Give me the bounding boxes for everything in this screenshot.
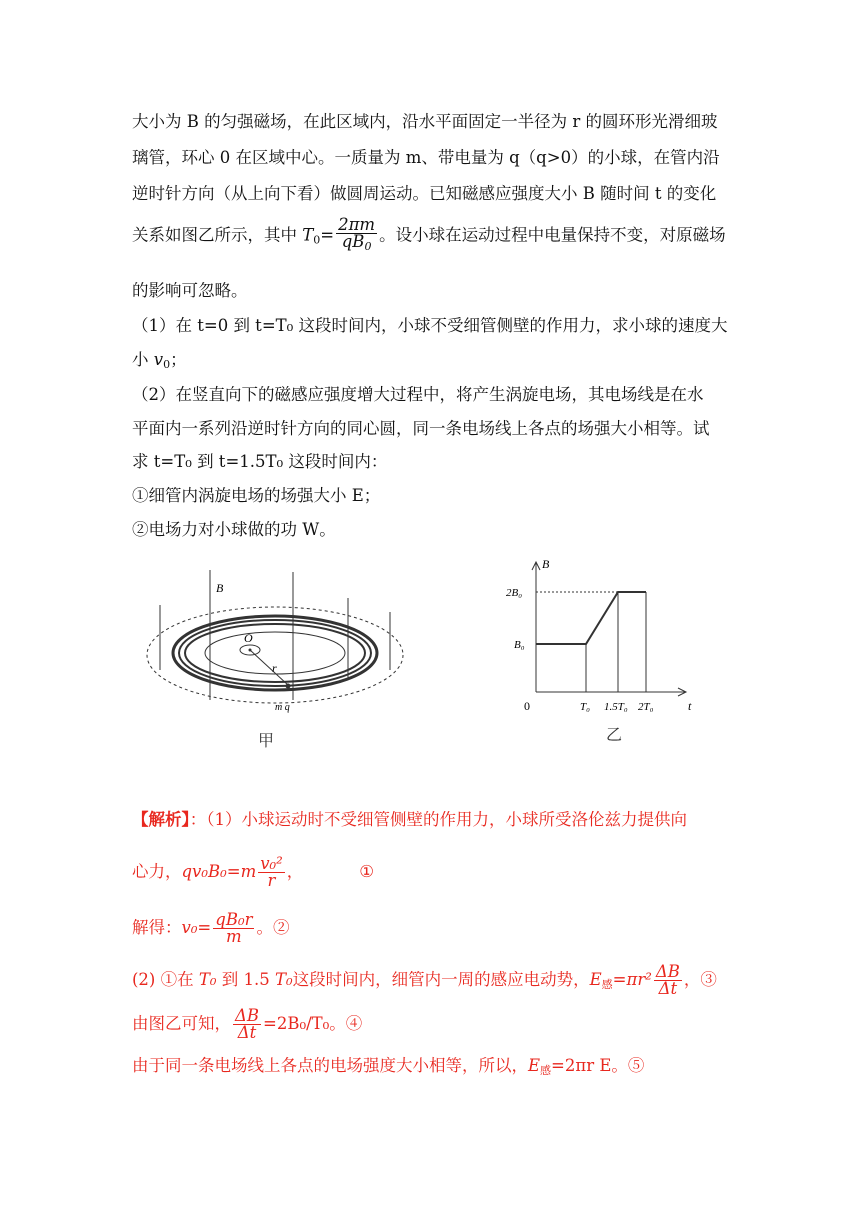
text-fragment: 由图乙可知，	[132, 1014, 231, 1033]
caption-yi: 乙	[606, 725, 623, 744]
fraction	[258, 856, 285, 889]
fraction-denominator: r	[267, 871, 276, 890]
solution-line-1	[132, 810, 687, 830]
fraction-numerator: v₀²	[260, 854, 283, 873]
var-T: T	[302, 225, 314, 245]
radius-line	[250, 650, 288, 685]
text-fragment: 由于同一条电场线上各点的电场强度大小相等，所以，	[132, 1056, 528, 1075]
question-2-line-3: 求 t=T₀ 到 t=1.5T₀ 这段时间内：	[132, 452, 388, 471]
var-T0: T₀	[274, 970, 293, 989]
fraction	[233, 1008, 261, 1041]
solution-line-3	[132, 912, 289, 945]
tube-mid	[179, 620, 371, 686]
subscript: 感	[601, 978, 613, 991]
question-2-line-2: 平面内一系列沿逆时针方向的同心圆，同一条电场线上各点的场强大小相等。试	[132, 419, 710, 438]
question-2-sub-1: ①细管内涡旋电场的场强大小 E；	[132, 486, 381, 505]
subscript-0: 0	[163, 358, 171, 371]
figure-yi-chart	[490, 552, 720, 722]
problem-line-2: 璃管，环心 0 在区域中心。一质量为 m、带电量为 q（q>0）的小球，在管内沿	[132, 148, 720, 167]
text-fragment: 心力，	[132, 862, 182, 881]
series-line	[536, 592, 646, 644]
x-tick-1.5T0: 1.5T₀	[604, 701, 628, 713]
equals: =	[320, 225, 335, 245]
label-r: r	[272, 661, 277, 675]
text-fragment: 解得：	[132, 918, 182, 937]
fraction-numerator: qB₀r	[215, 910, 253, 929]
origin-label: 0	[524, 699, 530, 713]
fraction-denominator: Δt	[237, 1023, 257, 1042]
fraction	[654, 964, 682, 997]
subscript: 感	[540, 1064, 552, 1077]
fraction-denominator: Δt	[658, 979, 678, 998]
var-v: v	[153, 350, 164, 369]
solution-line-6	[132, 1056, 644, 1081]
text-fragment: =2πr E。⑤	[551, 1056, 645, 1075]
label-B: B	[216, 581, 224, 595]
text-fragment: =2B₀/T₀。④	[263, 1014, 363, 1033]
fraction-numerator: ΔB	[235, 1006, 260, 1025]
fraction-T0	[336, 217, 377, 255]
fraction-numerator: 2πm	[338, 215, 376, 234]
y-tick-2B0: 2B₀	[506, 587, 523, 599]
text-fragment: ，	[286, 862, 304, 881]
var-E: E	[528, 1056, 541, 1075]
ball	[286, 684, 291, 689]
axis-label-B: B	[542, 557, 550, 571]
equation-lhs: qv₀B₀=m	[181, 862, 257, 881]
dot	[249, 649, 252, 652]
axis-label-t: t	[688, 699, 692, 713]
solution-line-2	[132, 856, 374, 889]
text-fragment: (2) ①在	[132, 970, 199, 989]
problem-line-1: 大小为 B 的匀强磁场，在此区域内，沿水平面固定一半径为 r 的圆环形光滑细玻	[132, 112, 718, 131]
equation-rhs: =πr²	[612, 970, 652, 989]
question-2-sub-2: ②电场力对小球做的功 W。	[132, 520, 336, 539]
problem-line-3: 逆时针方向（从上向下看）做圆周运动。已知磁感应强度大小 B 随时间 t 的变化	[132, 184, 717, 203]
problem-line-5: 的影响可忽略。	[132, 281, 248, 300]
question-1-line-2	[132, 350, 187, 375]
subscript-0: 0	[313, 233, 321, 247]
label-O: O	[244, 631, 253, 645]
text-fragment: 。②	[256, 918, 290, 937]
text-fragment: 这段时间内，细管内一周的感应电动势，	[292, 970, 590, 989]
caption-jia: 甲	[258, 731, 275, 750]
denominator-text: qB	[341, 232, 365, 251]
solution-tag: 【解析】	[132, 810, 190, 829]
tube-outer	[173, 616, 377, 690]
text-fragment: 到 1.5	[216, 970, 275, 989]
solution-line-5	[132, 1008, 362, 1041]
equation-mark: ①	[359, 862, 375, 881]
x-tick-2T0: 2T₀	[638, 701, 654, 713]
fraction-denominator: m	[226, 927, 242, 946]
fraction-numerator: ΔB	[655, 962, 680, 981]
text-fragment: ，③	[683, 970, 717, 989]
text-fragment: 小	[132, 350, 154, 369]
figure-jia	[130, 560, 420, 760]
fraction	[213, 912, 254, 945]
solution-line-4	[132, 964, 717, 997]
y-tick-B0: B₀	[514, 639, 525, 651]
fraction-denominator	[336, 234, 377, 255]
problem-line-4	[132, 217, 726, 255]
equation-lhs: v₀=	[181, 918, 212, 937]
x-tick-T0: T₀	[580, 701, 590, 713]
var-T0: T₀	[198, 970, 217, 989]
text-fragment: 关系如图乙所示，其中	[132, 225, 303, 245]
text-fragment: ：（1）小球运动时不受细管侧壁的作用力，小球所受洛伦兹力提供向	[189, 810, 687, 829]
text-fragment: 。设小球在运动过程中电量保持不变，对原磁场	[379, 225, 726, 245]
label-mq: m q	[275, 702, 290, 713]
text-fragment: ；	[170, 350, 187, 369]
var-E: E	[589, 970, 602, 989]
subscript-0: 0	[364, 240, 372, 253]
question-1-line-1: （1）在 t=0 到 t=T₀ 这段时间内，小球不受细管侧壁的作用力，求小球的速度大	[132, 316, 728, 335]
question-2-line-1: （2）在竖直向下的磁感应强度增大过程中，将产生涡旋电场，其电场线是在水	[132, 385, 704, 404]
